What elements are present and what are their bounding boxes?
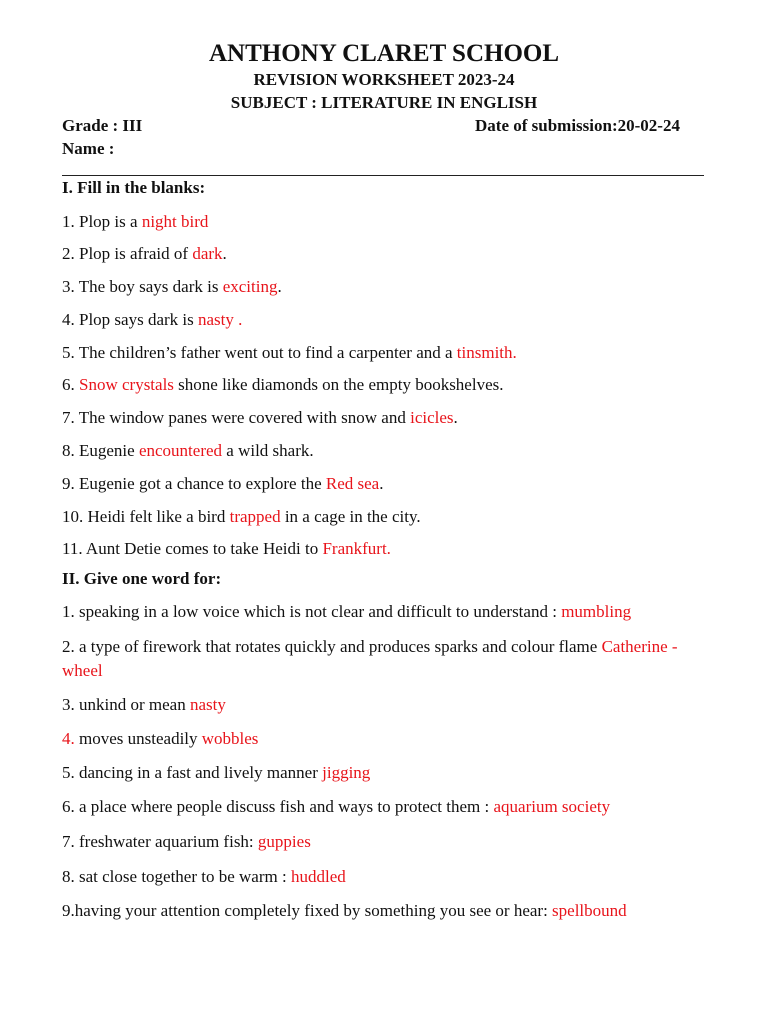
fill-blank-item xyxy=(62,406,458,430)
question-text: 8. Eugenie xyxy=(62,441,139,460)
answer-text: guppies xyxy=(257,832,311,851)
fill-blank-item xyxy=(62,308,242,332)
answer-text: icicles xyxy=(410,408,454,427)
question-text: . xyxy=(222,244,227,263)
question-number: 4. xyxy=(62,729,75,748)
one-word-item xyxy=(62,761,370,785)
fill-blank-item xyxy=(62,242,227,266)
one-word-item xyxy=(62,600,631,624)
fill-blank-item xyxy=(62,210,208,234)
answer-text: mumbling xyxy=(561,602,632,621)
one-word-item xyxy=(62,795,610,819)
fill-blank-item xyxy=(62,505,421,529)
answer-text: aquarium society xyxy=(493,797,611,816)
section-one-word-title: II. Give one word for: xyxy=(62,569,222,588)
answer-text: tinsmith. xyxy=(456,343,517,362)
one-word-item xyxy=(62,899,627,923)
answer-text: nasty . xyxy=(198,310,243,329)
question-text: 10. Heidi felt like a bird xyxy=(62,507,230,526)
answer-text: Catherine - wheel xyxy=(62,637,678,680)
subject-title: SUBJECT : LITERATURE IN ENGLISH xyxy=(230,93,538,112)
answer-text: dark xyxy=(192,244,223,263)
question-text: shone like diamonds on the empty bookshelves. xyxy=(173,375,504,394)
question-text: a wild shark. xyxy=(222,441,314,460)
question-number: 6. xyxy=(62,375,79,394)
fill-blank-item xyxy=(62,275,282,299)
question-text: 11. Aunt Detie comes to take Heidi to xyxy=(62,539,323,558)
answer-text: trapped xyxy=(229,507,281,526)
name-label: Name : xyxy=(62,139,115,158)
answer-text: spellbound xyxy=(552,901,627,920)
question-text: moves unsteadily xyxy=(74,729,202,748)
question-text: . xyxy=(379,474,384,493)
submission-date: Date of submission:20-02-24 xyxy=(475,116,680,135)
one-word-item xyxy=(62,693,226,717)
question-text: 8. sat close together to be warm : xyxy=(62,867,291,886)
question-text: 5. dancing in a fast and lively manner xyxy=(62,763,323,782)
answer-text: nasty xyxy=(189,695,226,714)
question-text: 3. The boy says dark is xyxy=(62,277,223,296)
worksheet-title: REVISION WORKSHEET 2023-24 xyxy=(253,70,515,89)
one-word-item xyxy=(62,865,346,889)
question-text: . xyxy=(277,277,282,296)
question-text: 1. Plop is a xyxy=(62,212,142,231)
fill-blank-item xyxy=(62,341,517,365)
one-word-item xyxy=(62,830,311,854)
question-text: 9.having your attention completely fixed by something you see or hear: xyxy=(62,901,553,920)
answer-text: exciting xyxy=(222,277,278,296)
section-fill-blanks-title: I. Fill in the blanks: xyxy=(62,178,206,197)
answer-text: jigging xyxy=(322,763,371,782)
answer-text: Snow crystals xyxy=(79,375,174,394)
grade-label: Grade : III xyxy=(62,116,143,135)
question-text: in a cage in the city. xyxy=(280,507,421,526)
answer-text: night bird xyxy=(141,212,209,231)
fill-blank-item xyxy=(62,537,391,561)
fill-blank-item xyxy=(62,439,314,463)
name-underline xyxy=(62,175,704,176)
question-text: 6. a place where people discuss fish and ways to protect them : xyxy=(62,797,494,816)
answer-text: Red sea xyxy=(325,474,380,493)
one-word-item xyxy=(62,635,712,683)
question-text: 5. The children’s father went out to find a carpenter and a xyxy=(62,343,457,362)
answer-text: huddled xyxy=(290,867,346,886)
question-text: 1. speaking in a low voice which is not clear and difficult to understand : xyxy=(62,602,562,621)
question-text: 7. The window panes were covered with snow and xyxy=(62,408,411,427)
question-text: 3. unkind or mean xyxy=(62,695,190,714)
answer-text: encountered xyxy=(138,441,223,460)
question-text: 2. a type of firework that rotates quickly and produces sparks and colour flame xyxy=(62,637,602,656)
answer-text: Frankfurt. xyxy=(322,539,391,558)
answer-text: wobbles xyxy=(201,729,259,748)
school-name: ANTHONY CLARET SCHOOL xyxy=(208,40,560,67)
fill-blank-item xyxy=(62,472,383,496)
one-word-item xyxy=(62,727,258,751)
question-text: 2. Plop is afraid of xyxy=(62,244,193,263)
question-text: . xyxy=(453,408,458,427)
question-text: 4. Plop says dark is xyxy=(62,310,198,329)
question-text: 9. Eugenie got a chance to explore the xyxy=(62,474,326,493)
question-text: 7. freshwater aquarium fish: xyxy=(62,832,258,851)
fill-blank-item xyxy=(62,373,504,397)
